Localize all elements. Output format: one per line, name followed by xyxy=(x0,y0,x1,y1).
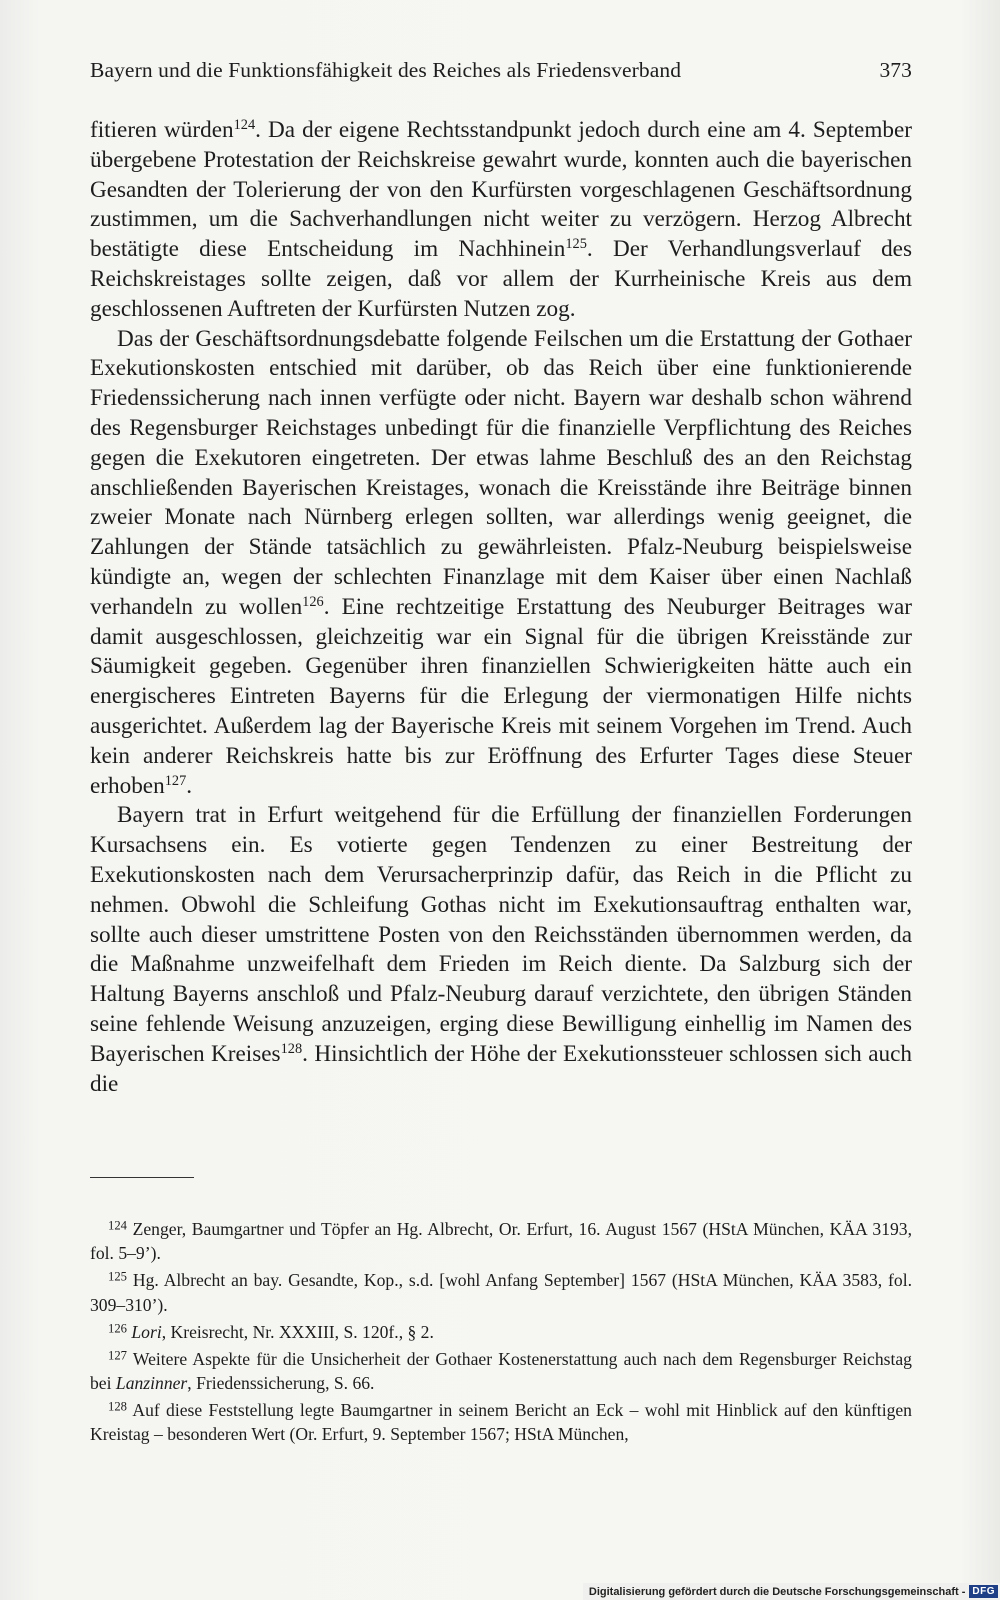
text-run: Weitere Aspekte für die Unsicherheit der Gothaer Kostenerstattung auch nach dem Regensburger Reichstag bei xyxy=(90,1348,912,1393)
page-number: 373 xyxy=(879,58,912,82)
paragraph xyxy=(90,116,912,325)
text-run: Hg. Albrecht an bay. Gesandte, Kop., s.d. [wohl Anfang September] 1567 (HStA München, KÄA 3583, fol. 309–310’). xyxy=(90,1270,912,1315)
footnote xyxy=(90,1320,912,1344)
text-run: , Kreisrecht, Nr. XXXIII, S. 120f., § 2. xyxy=(161,1321,434,1342)
italic-author: Lori xyxy=(131,1321,162,1342)
running-header xyxy=(90,58,912,83)
footnote xyxy=(90,1217,912,1266)
footnote-number: 127 xyxy=(108,1347,127,1362)
paragraph xyxy=(90,325,912,802)
paragraph xyxy=(90,801,912,1099)
text-run: Bayern trat in Erfurt weitgehend für die Erfüllung der finanziellen Forderungen Kursachsens ein. Es votierte gegen Tendenzen zu einer Bestreitung der Exekutionskosten nach dem Verursacherprinzip dafür, das Reich in die Pflicht zu nehmen. Obwohl die Schleifung Gothas nicht im Exekutionsauftrag enthalten war, sollte auch dieser umstrittene Posten von den Reichsständen übernommen werden, da die Maßnahme unzweifelhaft dem Frieden im Reich diente. Da Salzburg sich der Haltung Bayerns anschloß und Pfalz-Neuburg darauf verzichtete, den übrigen Ständen seine fehlende Weisung anzuzeigen, erging diese Bewilligung einhellig im Namen des Bayerischen Kreises xyxy=(90,802,912,1067)
footnote xyxy=(90,1398,912,1447)
footnote-ref: 125 xyxy=(565,236,587,253)
footnote-number: 124 xyxy=(108,1218,127,1233)
footnote-number: 128 xyxy=(108,1399,127,1414)
footnotes xyxy=(90,1217,912,1449)
text-run: . xyxy=(186,772,193,799)
italic-author: Lanzinner xyxy=(115,1372,188,1393)
footnote-ref: 124 xyxy=(233,117,256,134)
text-run: Zenger, Baumgartner und Töpfer an Hg. Albrecht, Or. Erfurt, 16. August 1567 (HStA München, KÄA 3193, fol. 5–9’). xyxy=(90,1219,912,1264)
main-text xyxy=(90,116,912,1099)
text-run: . Da der eigene Rechtsstandpunkt jedoch durch eine am 4. September übergebene Protestation der Reichskreise gewahrt wurde, konnten auch die bayerischen Gesandten der Tolerierung der von den Kurfürsten vorgeschlagenen Geschäftsordnung zustimmen, um die Sachverhandlungen nicht weiter zu verzögern. Herzog Albrecht bestätigte diese Entscheidung im Nachhinein xyxy=(90,117,912,263)
footnote-number: 126 xyxy=(108,1320,127,1335)
footnote-number: 125 xyxy=(108,1269,127,1284)
credit-text: Digitalisierung gefördert durch die Deutsche Forschungsgemeinschaft - xyxy=(588,1585,966,1598)
text-run: Auf diese Feststellung legte Baumgartner in seinem Bericht an Eck – wohl mit Hinblick auf den künftigen Kreistag – besonderen Wert (Or. Erfurt, 9. September 1567; HStA München, xyxy=(90,1399,912,1445)
footnote-ref: 128 xyxy=(280,1040,303,1057)
text-run: , Friedenssicherung, S. 66. xyxy=(187,1372,375,1393)
footnote xyxy=(90,1347,912,1396)
text-run: . Eine rechtzeitige Erstattung des Neuburger Beitrages war damit ausgeschlossen, gleichzeitig war ein Signal für die übrigen Kreisstände zur Säumigkeit gegeben. Gegenüber ihren finanziellen Schwierigkeiten hätte auch ein energischeres Eintreten Bayerns für die Erlegung der viermonatigen Hilfe nichts ausgerichtet. Außerdem lag der Bayerische Kreis mit seinem Vorgehen im Trend. Auch kein anderer Reichskreis hatte bis zur Eröffnung des Erfurter Tages diese Steuer erhoben xyxy=(90,593,912,799)
running-title: Bayern und die Funktionsfähigkeit des Reiches als Friedensverband xyxy=(90,58,682,82)
digitization-credit xyxy=(583,1583,1000,1600)
text-run: Das der Geschäftsordnungsdebatte folgende Feilschen um die Erstattung der Gothaer Exekutionskosten entschied mit darüber, ob das Reich über eine funktionierende Friedenssicherung nach innen verfügte oder nicht. Bayern war deshalb schon während des Regensburger Reichstages unbedingt für die finanzielle Verpflichtung des Reiches gegen die Exekutoren eingetreten. Der etwas lahme Beschluß des an den Reichstag anschließenden Bayerischen Kreistages, wonach die Kreisstände ihre Beiträge binnen zweier Monate nach Nürnberg erlegen sollten, war allerdings wenig geeignet, die Zahlungen der Stände tatsächlich zu gewährleisten. Pfalz-Neuburg beispielsweise kündigte an, wegen der schlechten Finanzlage mit dem Kaiser über einen Nachlaß verhandeln zu wollen xyxy=(90,325,912,620)
footnote xyxy=(90,1268,912,1317)
text-run: . Der Verhandlungsverlauf des Reichskreistages sollte zeigen, daß vor allem der Kurrheinische Kreis aus dem geschlossenen Auftreten der Kurfürsten Nutzen zog. xyxy=(90,236,913,322)
footnote-ref: 126 xyxy=(302,593,324,610)
text-run: fitieren würden xyxy=(90,117,234,143)
footnote-ref: 127 xyxy=(164,772,187,789)
dfg-logo: DFG xyxy=(969,1585,998,1598)
footnote-separator xyxy=(90,1177,194,1178)
text-run: . Hinsichtlich der Höhe der Exekutionssteuer schlossen sich auch die xyxy=(90,1040,912,1097)
